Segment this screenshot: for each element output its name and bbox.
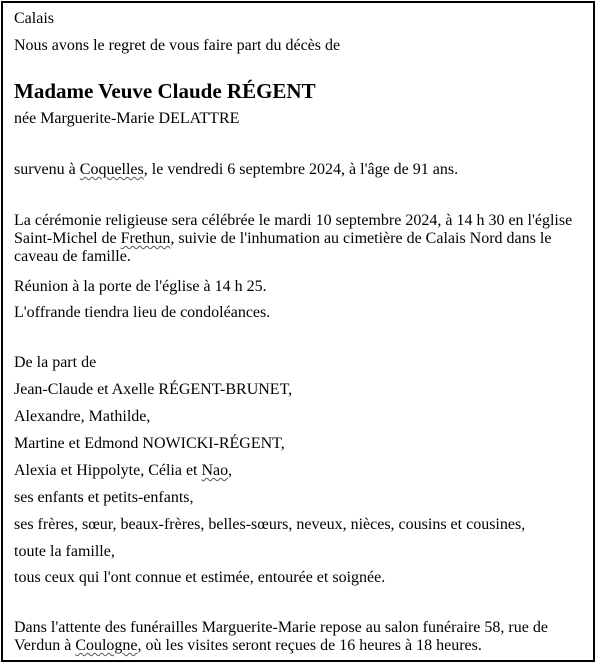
from-label: De la part de: [14, 354, 97, 371]
death-announcement: [14, 161, 458, 179]
ceremony-paragraph: [14, 212, 584, 266]
family-line: toute la famille,: [14, 543, 115, 560]
death-suffix: , le vendredi 6 septembre 2024, à l'âge de 91 ans.: [143, 161, 459, 178]
family-line: ses frères, sœur, beaux-frères, belles-sœurs, neveux, nièces, cousins et cousines,: [14, 516, 526, 533]
family-line: Alexandre, Mathilde,: [14, 408, 151, 425]
funeral-home-text-2: , où les visites seront reçues de 16 heures à 18 heures.: [137, 637, 482, 654]
obituary-notice: [1, 1, 595, 662]
death-place: Coquelles: [79, 161, 144, 178]
maiden-name: née Marguerite-Marie DELATTRE: [14, 110, 240, 127]
funeral-home-place: Coulogne: [75, 637, 138, 654]
family-line: tous ceux qui l'ont connue et estimée, entourée et soignée.: [14, 569, 386, 586]
city-line: Calais: [14, 10, 54, 27]
family-line: [14, 462, 232, 480]
family-line: Martine et Edmond NOWICKI-RÉGENT,: [14, 435, 285, 452]
family-line: Jean-Claude et Axelle RÉGENT-BRUNET,: [14, 381, 293, 398]
ceremony-text-2: , suivie de l'inhumation au cimetière de Calais Nord dans le caveau de famille.: [14, 230, 552, 265]
intro-line: Nous avons le regret de vous faire part du décès de: [14, 37, 341, 54]
ceremony-text-1: La cérémonie religieuse sera célébrée le mardi 10 septembre 2024, à 14 h 30 en l'église Saint-Michel de: [14, 212, 573, 247]
family-line4-suffix: ,: [228, 462, 233, 479]
meeting-line: Réunion à la porte de l'église à 14 h 25.: [14, 278, 267, 295]
funeral-home-text-1: Dans l'attente des funérailles Marguerite-Marie repose au salon funéraire 58, rue de Verdun à: [14, 619, 548, 654]
deceased-name: Madame Veuve Claude RÉGENT: [14, 79, 316, 103]
death-prefix: survenu à: [14, 161, 80, 178]
ceremony-place: Frethun: [120, 230, 171, 247]
offering-line: L'offrande tiendra lieu de condoléances.: [14, 304, 271, 321]
family-line: ses enfants et petits-enfants,: [14, 489, 194, 506]
funeral-home-paragraph: [14, 619, 584, 655]
family-line4-name: Nao: [201, 462, 229, 479]
family-line4-prefix: Alexia et Hippolyte, Célia et: [14, 462, 202, 479]
